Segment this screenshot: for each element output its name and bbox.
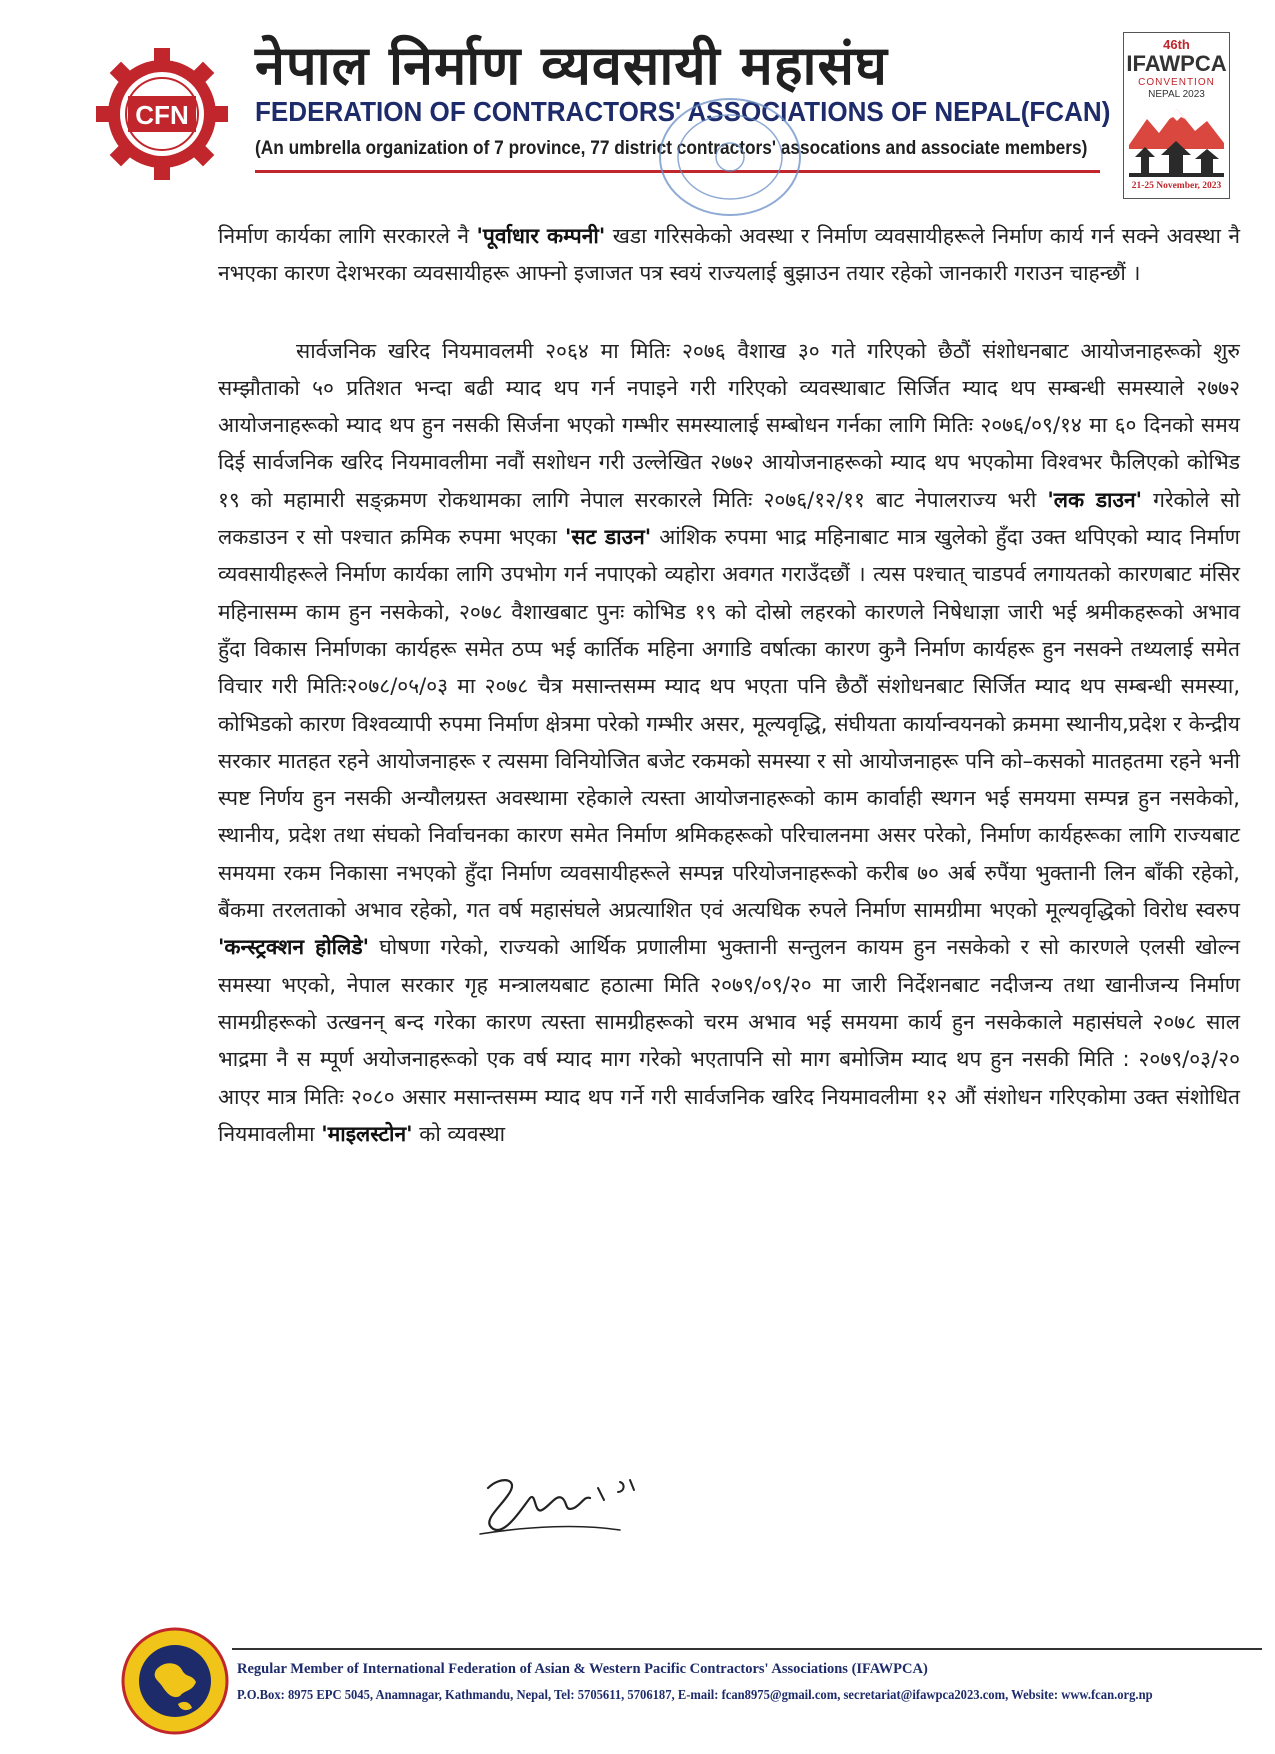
paragraph-1: [218, 218, 1240, 293]
p2-text-g: घोषणा गरेको, राज्यको आर्थिक प्रणालीमा भुक्तानी सन्तुलन कायम हुन नसकेको र सो कारणले एलसी खोल्न समस्या भएको, नेपाल सरकार गृह मन्त्रालयबाट हठात्मा मिति २०७९/०९/२० मा जारी निर्देशनबाट नदीजन्य तथा खानीजन्य निर्माण सामग्रीहरूको उत्खनन् बन्द गरेका कारण त्यस्ता सामग्रीहरूको चरम अभाव भई समयमा कार्य हुन नसकेकाले महासंघले २०७८ साल भाद्रमा नै स म्पूर्ण अयोजनाहरूको एक वर्ष म्याद माग गरेको भएतापनि सो माग बमोजिम म्याद थप हुन नसकी मिति : २०७९/०३/२० आएर मात्र मितिः २०८० असार मसान्तसम्म म्याद थप गर्ने गरी सार्वजनिक खरिद नियमावलीमा १२ औं संशोधन गरिएकोमा उक्त संशोधित नियमावलीमा: [218, 935, 1240, 1146]
fcan-logo: [92, 44, 232, 184]
badge-edition: 46th: [1163, 37, 1190, 52]
p1-text-a: निर्माण कार्यका लागि सरकारले नै: [218, 224, 477, 248]
p1-text-c: खडा गरिसकेको अवस्था र निर्माण व्यवसायीहरूले निर्माण कार्य गर्न सक्ने अवस्था नै नभएका कारण देशभरका व्यवसायीहरू आफ्नो इजाजत पत्र स्वयं राज्यलाई बुझाउन तयार रहेको जानकारी गराउन चाहन्छौं ।: [218, 224, 1240, 286]
p2-emphasis-lockdown: 'लक डाउन': [1047, 487, 1143, 512]
ifawpca-seal: [120, 1626, 230, 1736]
p2-text-e: आंशिक रुपमा भाद्र महिनाबाट मात्र खुलेको हुँदा उक्त थपिएको म्याद निर्माण व्यवसायीहरूले निर्माण कार्यका लागि उपभोग गर्न नपाएको व्यहोरा अवगत गराउँदछौं । त्यस पश्चात् चाडपर्व लगायतको कारणबाट मंसिर महिनासम्म काम हुन नसकेको, २०७८ वैशाखबाट पुनः कोभिड १९ को दोस्रो लहरको कारणले निषेधाज्ञा जारी भई श्रमीकहरूको अभाव हुँदा विकास निर्माणका कार्यहरू समेत ठप्प भई कार्तिक महिना अगाडि वर्षात्का कारण कुनै निर्माण कार्यहरू हुन नसक्ने तथ्यलाई समेत विचार गरी मितिः२०७८/०५/०३ मा २०७८ चैत्र मसान्तसम्म म्याद थप भएता पनि छैठौं संशोधनबाट सिर्जित म्याद थप सम्बन्धी समस्या, कोभिडको कारण विश्वव्यापी रुपमा निर्माण क्षेत्रमा परेको गम्भीर असर, मूल्यवृद्धि, संघीयता कार्यान्वयनको क्रममा स्थानीय,प्रदेश र केन्द्रीय सरकार मातहत रहने आयोजनाहरू र त्यसमा विनियोजित बजेट रकमको समस्या र सो आयोजनाहरू पनि को–कसको मातहतमा रहने भनी स्पष्ट निर्णय हुन नसकी अन्यौलग्रस्त अवस्थामा रहेकाले त्यस्ता आयोजनाहरूको काम कार्वाही स्थगन भई समयमा सम्पन्न हुन नसकेको, स्थानीय, प्रदेश तथा संघको निर्वाचनका कारण समेत निर्माण श्रमिकहरूको परिचालनमा असर परेको, निर्माण कार्यहरूका लागि राज्यबाट समयमा रकम निकासा नभएको हुँदा निर्माण व्यवसायीहरूले सम्पन्न परियोजनाहरूको करीब ७० अर्ब रुपैंया भुक्तानी लिन बाँकी रहेको, बैंकमा तरलताको अभाव रहेको, गत वर्ष महासंघले अप्रत्याशित एवं अत्यधिक रुपले निर्माण सामग्रीमा भएको मूल्यवृद्धिको विरोध स्वरुप: [218, 525, 1240, 923]
p2-text-a: सार्वजनिक खरिद नियमावलमी २०६४ मा मितिः २०७६ वैशाख ३० गते गरिएको छैठौं संशोधनबाट आयोजनाहरूको शुरु सम्झौताको ५० प्रतिशत भन्दा बढी म्याद थप गर्न नपाइने गरी गरिएको व्यवस्थाबाट सिर्जित म्याद थप सम्बन्धी समस्याले २७७२ आयोजनाहरूको म्याद थप हुन नसकी सिर्जना भएको गम्भीर समस्यालाई सम्बोधन गर्नका लागि मितिः २०७६/०९/१४ मा ६० दिनको समय दिई सार्वजनिक खरिद नियमावलीमा नवौं सशोधन गरी उल्लेखित २७७२ आयोजनाहरूको म्याद थप भएकोमा विश्वभर फैलिएको कोभिड १९ को महामारी सङ्क्रमण रोकथामका लागि नेपाल सरकारले मितिः २०७६/१२/११ बाट नेपालराज्य भरी: [218, 338, 1240, 512]
organization-name-english: FEDERATION OF CONTRACTORS' ASSOCIATIONS OF NEPAL(FCAN): [255, 96, 1111, 127]
mountain-temple-illustration: [1129, 105, 1224, 177]
p2-text-c: गरेकोले सो लकडाउन र सो पश्चात क्रमिक रुपमा भएका: [218, 487, 1241, 550]
office-stamp: [655, 92, 805, 222]
badge-place: NEPAL 2023: [1148, 89, 1205, 100]
badge-name: IFAWPCA: [1126, 51, 1227, 76]
letterhead: [0, 0, 1275, 200]
p2-emphasis-milestone: 'माइलस्टोन': [321, 1121, 413, 1146]
footer-divider: [232, 1648, 1262, 1650]
paragraph-2: [218, 333, 1240, 1154]
footer-membership: Regular Member of International Federation of Asian & Western Pacific Contractors' Associations (IFAWPCA): [237, 1661, 928, 1677]
organization-subtitle: (An umbrella organization of 7 province, 77 district contractors' assocations and associate members): [255, 138, 1088, 159]
p2-emphasis-construction-holiday: 'कन्स्ट्रक्शन होलिडे': [218, 935, 370, 960]
badge-convention: CONVENTION: [1138, 77, 1215, 88]
footer-contact: P.O.Box: 8975 EPC 5045, Anamnagar, Kathmandu, Nepal, Tel: 5705611, 5706187, E-mail: fcan8975@gmail.com, secretariat@ifawpca2023.com, Website: www.fcan.org.np: [237, 1688, 1153, 1703]
p1-emphasis-infrastructure-company: 'पूर्वाधार कम्पनी': [476, 224, 606, 248]
p2-text-i: को व्यवस्था: [412, 1121, 506, 1146]
ifawpca-convention-badge: [1123, 32, 1230, 199]
svg-text:CFN: CFN: [135, 100, 189, 130]
organization-name-nepali: नेपाल निर्माण व्यवसायी महासंघ: [255, 34, 888, 97]
letter-body: [218, 218, 1240, 1153]
p2-emphasis-shutdown: 'सट डाउन': [565, 525, 652, 550]
badge-dates: 21-25 November, 2023: [1131, 181, 1222, 191]
handwritten-signature: [470, 1468, 660, 1548]
